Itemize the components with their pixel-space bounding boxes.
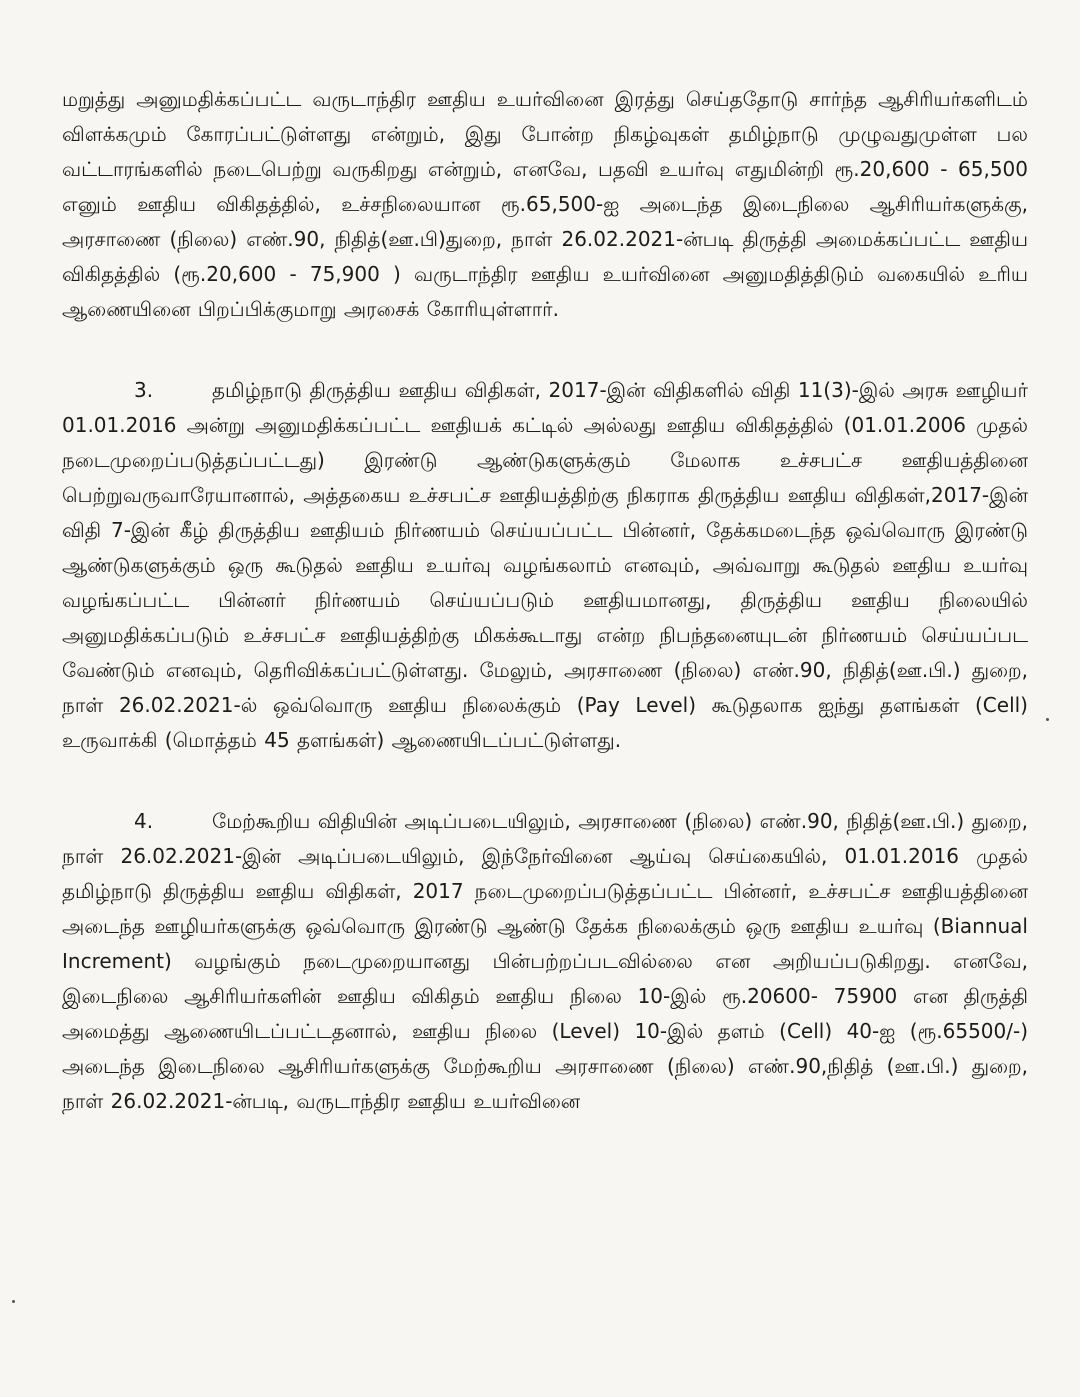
scan-speck [1046,718,1049,721]
paragraph-3 [62,373,1028,758]
paragraph-text: மேற்கூறிய விதியின் அடிப்படையிலும், அரசாணை (நிலை) எண்.90, நிதித்(ஊ.பி.) துறை, நாள் 26.02.2021-இன் அடிப்படையிலும், இந்நேர்வினை ஆய்வு செய்கையில், 01.01.2016 முதல் தமிழ்நாடு திருத்திய ஊதிய விதிகள், 2017 நடைமுறைப்படுத்தப்பட்ட பின்னர், உச்சபட்ச ஊதியத்தினை அடைந்த ஊழியர்களுக்கு ஒவ்வொரு இரண்டு ஆண்டு தேக்க நிலைக்கும் ஒரு ஊதிய உயர்வு (Biannual Increment) வழங்கும் நடைமுறையானது பின்பற்றப்படவில்லை என அறியப்படுகிறது. எனவே, இடைநிலை ஆசிரியர்களின் ஊதிய விகிதம் ஊதிய நிலை 10-இல் ரூ.20600- 75900 என திருத்தி அமைத்து ஆணையிடப்பட்டதனால், ஊதிய நிலை (Level) 10-இல் தளம் (Cell) 40-ஐ (ரூ.65500/-) அடைந்த இடைநிலை ஆசிரியர்களுக்கு மேற்கூறிய அரசாணை (நிலை) எண்.90,நிதித் (ஊ.பி.) துறை, நாள் 26.02.2021-ன்படி, வருடாந்திர ஊதிய உயர்வினை [62,809,1028,1113]
paragraph-continued [62,82,1028,327]
paragraph-text: தமிழ்நாடு திருத்திய ஊதிய விதிகள், 2017-இன் விதிகளில் விதி 11(3)-இல் அரசு ஊழியர் 01.01.2016 அன்று அனுமதிக்கப்பட்ட ஊதியக் கட்டில் அல்லது ஊதிய விகிதத்தில் (01.01.2006 முதல் நடைமுறைப்படுத்தப்பட்டது) இரண்டு ஆண்டுகளுக்கும் மேலாக உச்சபட்ச ஊதியத்தினை பெற்றுவருவாரேயானால், அத்தகைய உச்சபட்ச ஊதியத்திற்கு நிகராக திருத்திய ஊதிய விதிகள்,2017-இன் விதி 7-இன் கீழ் திருத்திய ஊதியம் நிர்ணயம் செய்யப்பட்ட பின்னர், தேக்கமடைந்த ஒவ்வொரு இரண்டு ஆண்டுகளுக்கும் ஒரு கூடுதல் ஊதிய உயர்வு வழங்கலாம் எனவும், அவ்வாறு கூடுதல் ஊதிய உயர்வு வழங்கப்பட்ட பின்னர் நிர்ணயம் செய்யப்படும் ஊதியமானது, திருத்திய ஊதிய நிலையில் அனுமதிக்கப்படும் உச்சபட்ச ஊதியத்திற்கு மிகக்கூடாது என்ற நிபந்தனையுடன் நிர்ணயம் செய்யப்பட வேண்டும் எனவும், தெரிவிக்கப்பட்டுள்ளது. மேலும், அரசாணை (நிலை) எண்.90, நிதித்(ஊ.பி.) துறை, நாள் 26.02.2021-ல் ஒவ்வொரு ஊதிய நிலைக்கும் (Pay Level) கூடுதலாக ஐந்து தளங்கள் (Cell) உருவாக்கி (மொத்தம் 45 தளங்கள்) ஆணையிடப்பட்டுள்ளது. [62,378,1028,752]
paragraph-number: 3. [134,378,154,402]
paragraph-4 [62,804,1028,1119]
document-body [62,82,1028,1119]
paragraph-number: 4. [134,809,154,833]
scan-speck [12,1300,15,1303]
paragraph-text: மறுத்து அனுமதிக்கப்பட்ட வருடாந்திர ஊதிய உயர்வினை இரத்து செய்ததோடு சார்ந்த ஆசிரியர்களிடம் விளக்கமும் கோரப்பட்டுள்ளது என்றும், இது போன்ற நிகழ்வுகள் தமிழ்நாடு முழுவதுமுள்ள பல வட்டாரங்களில் நடைபெற்று வருகிறது என்றும், எனவே, பதவி உயர்வு எதுமின்றி ரூ.20,600 - 65,500 எனும் ஊதிய விகிதத்தில், உச்சநிலையான ரூ.65,500-ஐ அடைந்த இடைநிலை ஆசிரியர்களுக்கு, அரசாணை (நிலை) எண்.90, நிதித்(ஊ.பி)துறை, நாள் 26.02.2021-ன்படி திருத்தி அமைக்கப்பட்ட ஊதிய விகிதத்தில் (ரூ.20,600 - 75,900 ) வருடாந்திர ஊதிய உயர்வினை அனுமதித்திடும் வகையில் உரிய ஆணையினை பிறப்பிக்குமாறு அரசைக் கோரியுள்ளார். [62,87,1028,321]
